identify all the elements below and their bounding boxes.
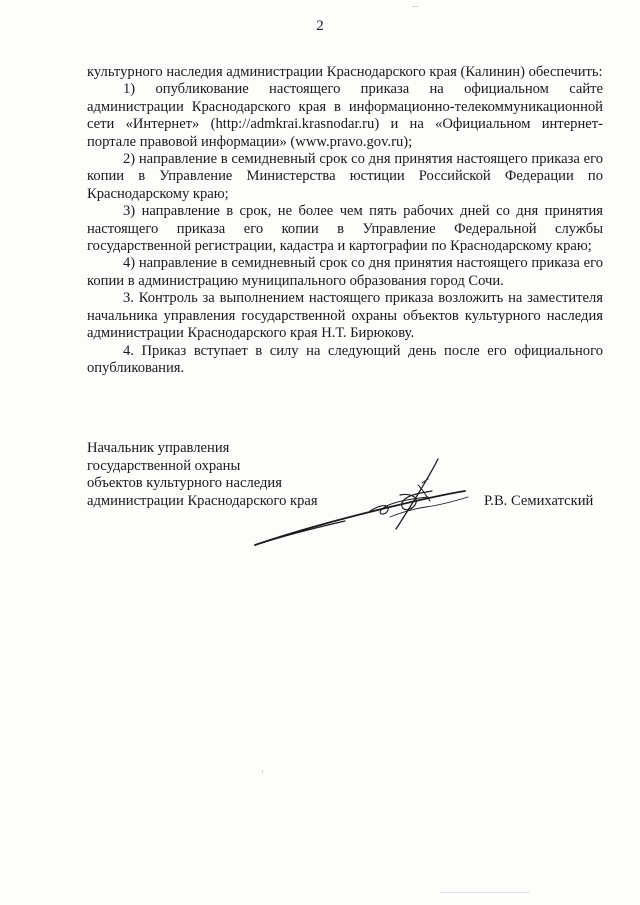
paragraph-item-1: 1) опубликование настоящего приказа на официальном сайте администрации Краснодарского края в информационно-телекоммуникационной сети «Интернет» (http://admkrai.krasnodar.ru) и на «Официальном интернет-портале правовой информации» (www.pravo.gov.ru); [87, 81, 603, 150]
paragraph-control: 3. Контроль за выполнением настоящего приказа возложить на заместителя начальника управления государственной охраны объектов культурного наследия администрации Краснодарского края Н.Т. Бирюкову. [87, 290, 603, 342]
signer-position-line: администрации Краснодарского края [87, 492, 318, 509]
document-body [87, 64, 603, 377]
scan-speck [412, 6, 418, 7]
paragraph-intro: культурного наследия администрации Краснодарского края (Калинин) обеспечить: [87, 64, 603, 80]
paragraph-item-2: 2) направление в семидневный срок со дня принятия настоящего приказа его копии в Управление Министерства юстиции Российской Федерации по Краснодарскому краю; [87, 151, 603, 202]
signer-name: Р.В. Семихатский [484, 493, 594, 509]
handwritten-signature [250, 455, 490, 555]
scan-speck [262, 770, 263, 773]
signer-position-line: Начальник управления [87, 440, 230, 456]
paragraph-item-4: 4) направление в семидневный срок со дня принятия настоящего приказа его копии в администрацию муниципального образования город Сочи. [87, 255, 603, 289]
paragraph-item-3: 3) направление в срок, не более чем пять рабочих дней со дня принятия настоящего приказа его копии в Управление Федеральной службы государственной регистрации, кадастра и картографии по Краснодарскому краю; [87, 203, 603, 255]
page-number: 2 [316, 18, 324, 34]
scan-speck [440, 892, 530, 893]
paragraph-effective: 4. Приказ вступает в силу на следующий день после его официального опубликования. [87, 342, 603, 376]
signer-position-line: объектов культурного наследия [87, 475, 282, 492]
signer-position-line: государственной охраны [87, 457, 241, 474]
